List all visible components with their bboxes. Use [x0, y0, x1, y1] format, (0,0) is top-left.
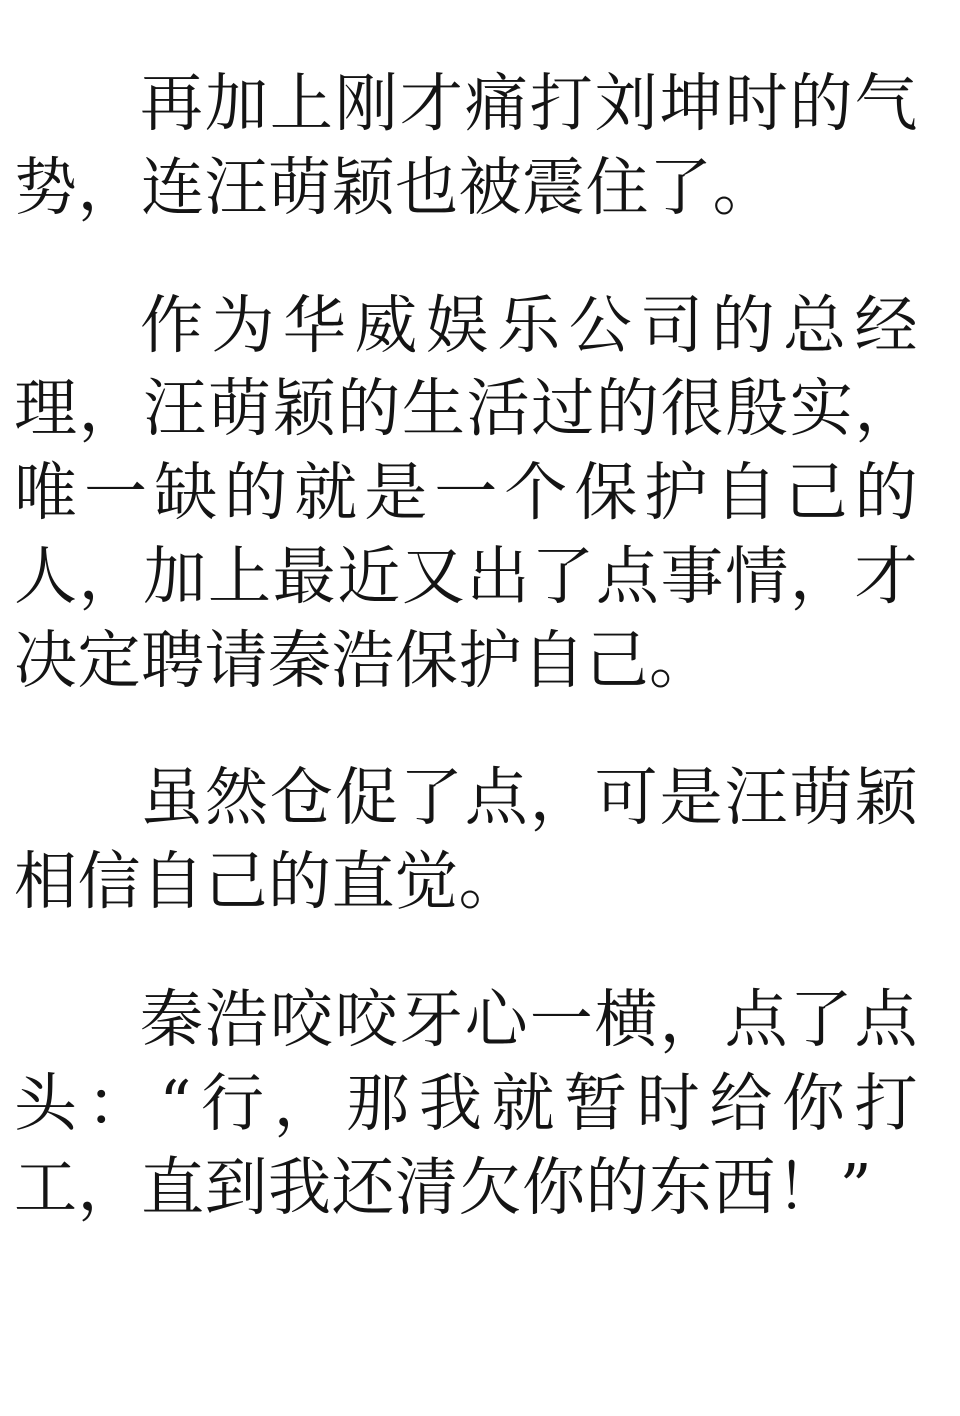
paragraph-3: 虽然仓促了点，可是汪萌颖相信自己的直觉。 [14, 761, 918, 919]
paragraph-1: 再加上刚才痛打刘坤时的气势，连汪萌颖也被震住了。 [14, 67, 918, 224]
paragraph-2: 作为华威娱乐公司的总经理，汪萌颖的生活过的很殷实，唯一缺的就是一个保护自己的人，加上最近又出了点事情，才决定聘请秦浩保护自己。 [14, 288, 918, 697]
paragraph-4: 秦浩咬咬牙心一横，点了点头：“行，那我就暂时给你打工，直到我还清欠你的东西！” [14, 983, 918, 1224]
